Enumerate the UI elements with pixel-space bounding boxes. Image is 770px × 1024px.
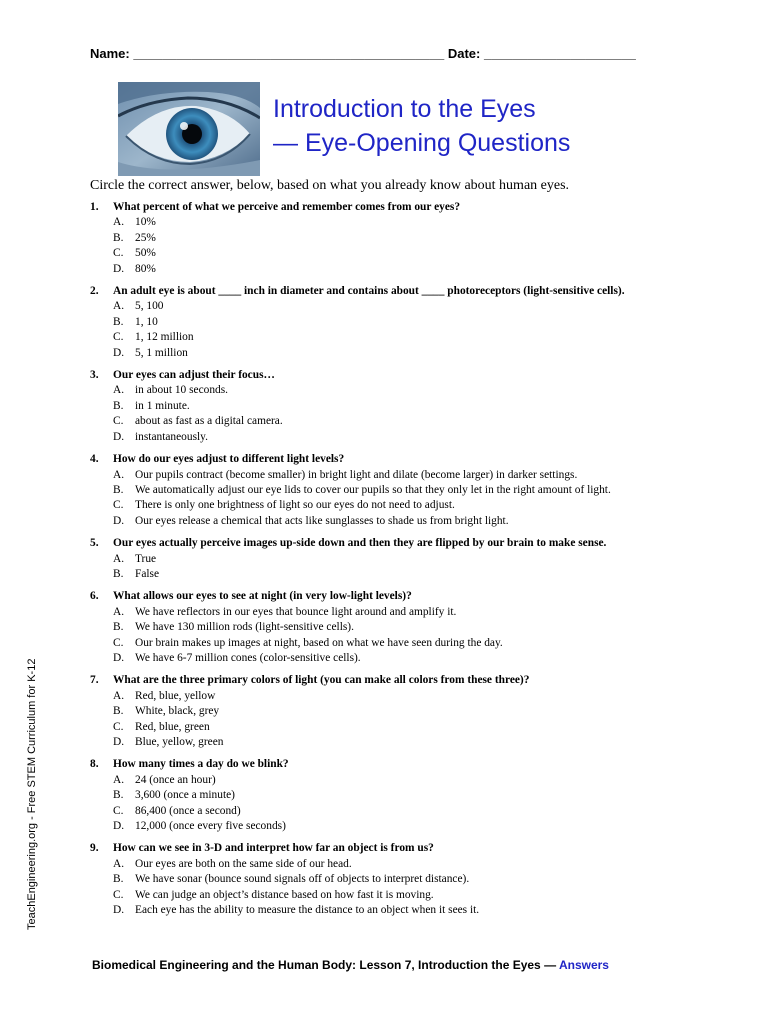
question-prompt [90, 841, 710, 856]
option-letter: C. [113, 331, 124, 344]
answer-options [113, 857, 710, 919]
answer-option[interactable] [113, 819, 710, 834]
option-letter: D. [113, 820, 125, 833]
option-letter: A. [113, 689, 125, 702]
question-1 [90, 200, 710, 277]
question-4 [90, 452, 710, 529]
question-number: 5. [90, 537, 99, 550]
option-text: 24 (once an hour) [135, 773, 216, 786]
option-letter: A. [113, 468, 125, 481]
answer-options [113, 773, 710, 835]
answer-options [113, 299, 710, 361]
option-text: 86,400 (once a second) [135, 804, 241, 817]
answer-option[interactable] [113, 315, 710, 330]
instructions: Circle the correct answer, below, based on what you already know about human eyes. [90, 178, 570, 193]
option-letter: A. [113, 605, 125, 618]
option-letter: A. [113, 216, 125, 229]
question-text: How do our eyes adjust to different light levels? [113, 453, 345, 466]
answer-option[interactable] [113, 468, 710, 483]
option-text: Each eye has the ability to measure the distance to an object when it sees it. [135, 904, 480, 917]
option-text: We automatically adjust our eye lids to cover our pupils so that they only let in the right amount of light. [135, 483, 611, 496]
question-prompt [90, 368, 710, 383]
question-2 [90, 284, 710, 361]
eye-photo [118, 82, 260, 176]
option-text: in about 10 seconds. [135, 384, 229, 397]
answer-options [113, 468, 710, 530]
question-prompt [90, 200, 710, 215]
option-text: We can judge an object’s distance based on how fast it is moving. [135, 888, 434, 901]
question-5 [90, 536, 710, 582]
option-text: instantaneously. [135, 430, 208, 443]
answer-option[interactable] [113, 299, 710, 314]
option-letter: B. [113, 567, 124, 580]
answer-options [113, 605, 710, 667]
answer-option[interactable] [113, 636, 710, 651]
option-text: We have 6-7 million cones (color-sensitive cells). [135, 651, 361, 664]
answer-option[interactable] [113, 903, 710, 918]
option-letter: A. [113, 773, 125, 786]
answer-option[interactable] [113, 430, 710, 445]
option-letter: D. [113, 651, 125, 664]
option-letter: B. [113, 399, 124, 412]
option-letter: C. [113, 415, 124, 428]
question-7 [90, 673, 710, 750]
option-letter: C. [113, 720, 124, 733]
option-letter: C. [113, 636, 124, 649]
question-text: Our eyes actually perceive images up-side down and then they are flipped by our brain to make sense. [113, 537, 607, 550]
option-text: 12,000 (once every five seconds) [135, 820, 286, 833]
answer-option[interactable] [113, 720, 710, 735]
question-list [90, 200, 710, 925]
answer-options [113, 689, 710, 751]
option-text: 5, 1 million [135, 346, 188, 359]
option-letter: B. [113, 231, 124, 244]
question-6 [90, 589, 710, 666]
option-letter: C. [113, 247, 124, 260]
option-text: 3,600 (once a minute) [135, 789, 235, 802]
option-text: We have sonar (bounce sound signals off of objects to interpret distance). [135, 873, 470, 886]
answer-option[interactable] [113, 231, 710, 246]
question-prompt [90, 536, 710, 551]
option-text: 10% [135, 216, 156, 229]
option-letter: C. [113, 804, 124, 817]
question-number: 9. [90, 842, 99, 855]
question-3 [90, 368, 710, 445]
date-field-label: Date: _____________________ [447, 46, 636, 61]
answer-option[interactable] [113, 773, 710, 788]
option-text: Our pupils contract (become smaller) in bright light and dilate (become larger) in darker settings. [135, 468, 578, 481]
question-prompt [90, 284, 710, 299]
option-letter: A. [113, 552, 125, 565]
side-watermark: TeachEngineering.org - Free STEM Curriculum for K-12 [26, 658, 38, 930]
question-text: An adult eye is about ____ inch in diameter and contains about ____ photoreceptors (light-sensitive cells). [113, 285, 625, 298]
question-number: 1. [90, 201, 99, 213]
option-letter: A. [113, 384, 125, 397]
footer [92, 958, 712, 972]
name-date-line [90, 46, 690, 61]
answer-option[interactable] [113, 399, 710, 414]
option-letter: B. [113, 621, 124, 634]
option-letter: A. [113, 300, 125, 313]
option-letter: B. [113, 789, 124, 802]
option-text: We have reflectors in our eyes that bounce light around and amplify it. [135, 605, 457, 618]
answer-option[interactable] [113, 552, 710, 567]
question-text: Our eyes can adjust their focus… [113, 369, 275, 382]
option-text: about as fast as a digital camera. [135, 415, 283, 428]
answer-option[interactable] [113, 804, 710, 819]
question-text: What are the three primary colors of light (you can make all colors from these three)? [113, 674, 530, 687]
question-number: 6. [90, 590, 99, 603]
option-letter: D. [113, 430, 125, 443]
answer-option[interactable] [113, 215, 710, 230]
answer-option[interactable] [113, 651, 710, 666]
answer-option[interactable] [113, 872, 710, 887]
answer-option[interactable] [113, 704, 710, 719]
option-text: There is only one brightness of light so our eyes do not need to adjust. [135, 499, 455, 512]
option-letter: C. [113, 499, 124, 512]
option-text: Our eyes release a chemical that acts like sunglasses to shade us from bright light. [135, 514, 509, 527]
question-number: 4. [90, 453, 99, 466]
answer-options [113, 552, 710, 583]
answer-options [113, 383, 710, 445]
question-number: 7. [90, 674, 99, 687]
worksheet-title [273, 92, 743, 160]
footer-answers-label: Answers [558, 958, 609, 972]
option-text: Our eyes are both on the same side of our head. [135, 857, 352, 870]
option-text: 80% [135, 262, 156, 275]
option-letter: D. [113, 346, 125, 359]
answer-option[interactable] [113, 620, 710, 635]
answer-option[interactable] [113, 246, 710, 261]
option-letter: B. [113, 873, 124, 886]
question-text: What percent of what we perceive and remember comes from our eyes? [113, 201, 461, 213]
question-9 [90, 841, 710, 918]
question-prompt [90, 757, 710, 772]
option-text: White, black, grey [135, 705, 220, 718]
answer-option[interactable] [113, 498, 710, 513]
option-text: 50% [135, 247, 156, 260]
option-text: Blue, yellow, green [135, 736, 224, 748]
question-text: What allows our eyes to see at night (in very low-light levels)? [113, 590, 412, 603]
option-text: Red, blue, green [135, 720, 210, 733]
question-prompt [90, 589, 710, 604]
question-number: 8. [90, 758, 99, 771]
footer-text: Biomedical Engineering and the Human Body: Lesson 7, Introduction the Eyes — [92, 958, 559, 972]
option-text: 5, 100 [135, 300, 164, 313]
option-letter: D. [113, 736, 125, 748]
title-line-1: Introduction to the Eyes [273, 95, 536, 123]
option-text: We have 130 million rods (light-sensitive cells). [135, 621, 354, 634]
answer-option[interactable] [113, 414, 710, 429]
option-letter: B. [113, 705, 124, 718]
option-letter: C. [113, 888, 124, 901]
question-prompt [90, 452, 710, 467]
option-text: False [135, 567, 160, 580]
question-8 [90, 757, 710, 834]
option-text: Red, blue, yellow [135, 689, 216, 702]
option-letter: D. [113, 904, 125, 917]
option-text: 1, 12 million [135, 331, 194, 344]
answer-option[interactable] [113, 689, 710, 704]
answer-options [113, 215, 710, 277]
option-text: in 1 minute. [135, 399, 190, 412]
answer-option[interactable] [113, 346, 710, 361]
answer-option[interactable] [113, 857, 710, 872]
answer-option[interactable] [113, 483, 710, 498]
answer-option[interactable] [113, 567, 710, 582]
option-letter: A. [113, 857, 125, 870]
option-letter: D. [113, 514, 125, 527]
answer-option[interactable] [113, 605, 710, 620]
option-letter: D. [113, 262, 125, 275]
question-text: How many times a day do we blink? [113, 758, 289, 771]
title-line-2: — Eye-Opening Questions [273, 129, 571, 157]
question-number: 3. [90, 369, 99, 382]
option-text: 1, 10 [135, 315, 158, 328]
option-text: True [135, 552, 157, 565]
answer-option[interactable] [113, 514, 710, 529]
option-text: Our brain makes up images at night, based on what we have seen during the day. [135, 636, 503, 649]
answer-option[interactable] [113, 330, 710, 345]
answer-option[interactable] [113, 735, 710, 750]
option-text: 25% [135, 231, 156, 244]
question-prompt [90, 673, 710, 688]
question-text: How can we see in 3-D and interpret how far an object is from us? [113, 842, 434, 855]
answer-option[interactable] [113, 383, 710, 398]
option-letter: B. [113, 315, 124, 328]
option-letter: B. [113, 483, 124, 496]
answer-option[interactable] [113, 788, 710, 803]
answer-option[interactable] [113, 262, 710, 277]
question-number: 2. [90, 285, 99, 298]
answer-option[interactable] [113, 888, 710, 903]
name-field-label: Name: ___________________________________________ [90, 46, 448, 61]
